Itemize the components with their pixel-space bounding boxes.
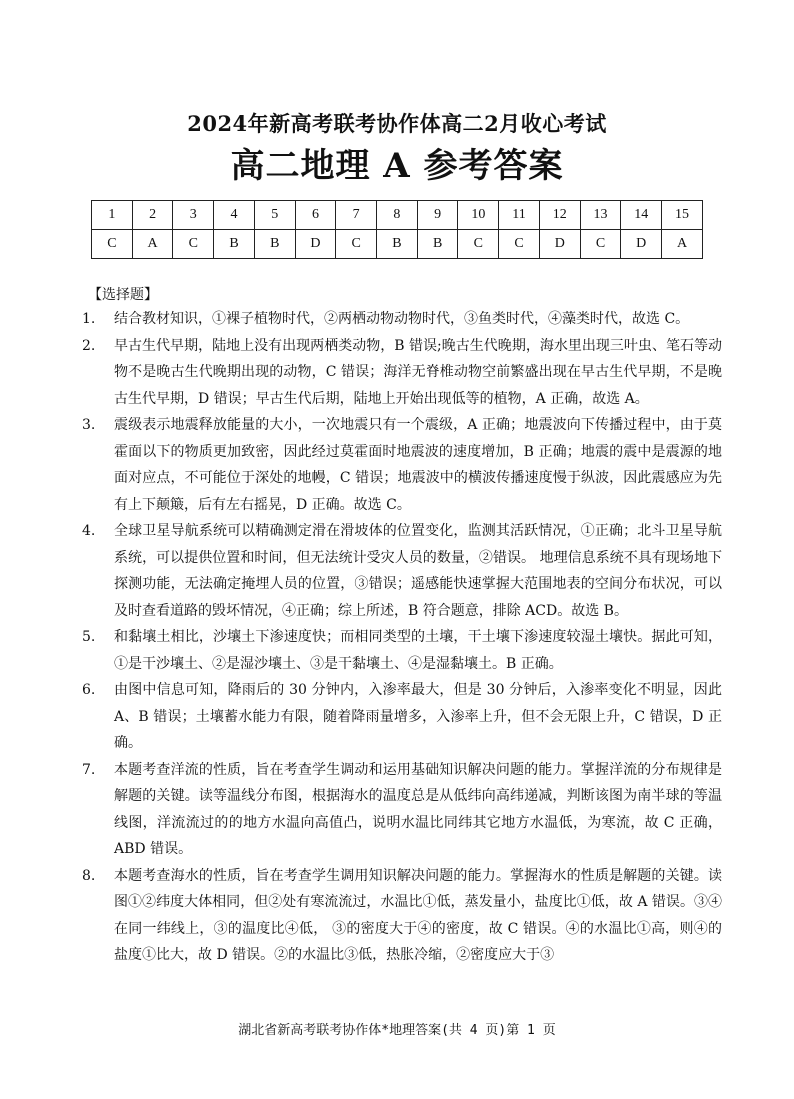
page-title: 2024年新高考联考协作体高二2月收心考试 [187,111,607,136]
question-number: 12 [539,201,580,230]
section-label: 【选择题】 [88,287,158,303]
explanation-number: 3. [82,417,96,433]
question-number: 15 [662,201,703,230]
answer-cell: C [580,230,621,259]
answer-cell: A [662,230,703,259]
answer-cell: C [92,230,133,259]
explanation-item [82,306,722,333]
question-number: 4 [214,201,255,230]
question-number: 5 [254,201,295,230]
explanation-number: 6. [82,682,96,698]
explanation-item [82,333,722,413]
explanation-text: 本题考查海水的性质，旨在考查学生调用知识解决问题的能力。掌握海水的性质是解题的关键。读图①②纬度大体相同，但②处有寒流流过，水温比①低，蒸发量小，盐度比①低，故 A 错误。③④在同一纬线上，③的温度比④低， ③的密度大于④的密度，故 C 错误。④的水温比①高，则④的盐度①比大，故 D 错误。②的水温比③低，热胀冷缩，②密度应大于③ [114,867,722,963]
answer-cell: A [132,230,173,259]
explanation-text: 结合教材知识，①裸子植物时代，②两栖动物动物时代，③鱼类时代，④藻类时代，故选 C。 [114,311,690,327]
answer-cell: C [173,230,214,259]
explanation-item [82,518,722,624]
explanation-text: 由图中信息可知，降雨后的 30 分钟内，入渗率最大，但是 30 分钟后，入渗率变化不明显，因此 A、B 错误；土壤蓄水能力有限，随着降雨量增多，入渗率上升，但不会无限上升，C 错误，D 正确。 [114,682,722,751]
question-number: 3 [173,201,214,230]
explanation-number: 4. [82,523,96,539]
answer-cell: D [539,230,580,259]
answer-table [91,200,703,259]
answer-row [92,230,703,259]
answer-cell: D [621,230,662,259]
explanation-item [82,412,722,518]
explanation-text: 全球卫星导航系统可以精确测定滑在滑坡体的位置变化，监测其活跃情况，①正确；北斗卫星导航系统，可以提供位置和时间，但无法统计受灾人员的数量，②错误。 地理信息系统不具有现场地下探测功能，无法确定掩埋人员的位置，③错误；遥感能快速掌握大范围地表的空间分布状况，可以及时查看道路的毁坏情况，④正确；综上所述，B 符合题意，排除 ACD。故选 B。 [114,523,722,619]
question-number: 11 [499,201,540,230]
explanation-list [82,306,722,969]
question-number: 8 [377,201,418,230]
question-number: 1 [92,201,133,230]
question-number: 6 [295,201,336,230]
answer-cell: C [458,230,499,259]
explanation-text: 和黏壤土相比，沙壤土下渗速度快；而相同类型的土壤，干土壤下渗速度较湿土壤快。据此可知，①是干沙壤土、②是湿沙壤土、③是干黏壤土、④是湿黏壤土。B 正确。 [114,629,722,672]
explanation-text: 震级表示地震释放能量的大小，一次地震只有一个震级，A 正确；地震波向下传播过程中，由于莫霍面以下的物质更加致密，因此经过莫霍面时地震波的速度增加，B 正确；地震的震中是震源的地面对应点，不可能位于深处的地幔，C 错误；地震波中的横波传播速度慢于纵波，因此震感应为先有上下颠簸，后有左右摇晃，D 正确。故选 C。 [114,417,722,513]
answer-cell: B [377,230,418,259]
explanation-item [82,757,722,863]
explanation-item [82,624,722,677]
answer-cell: D [295,230,336,259]
explanation-text: 本题考查洋流的性质，旨在考查学生调动和运用基础知识解决问题的能力。掌握洋流的分布规律是解题的关键。读等温线分布图，根据海水的温度总是从低纬向高纬递减，判断该图为南半球的等温线图，洋流流过的的地方水温向高值凸，说明水温比同纬其它地方水温低，为寒流，故 C 正确，ABD 错误。 [114,761,722,857]
question-number: 9 [417,201,458,230]
question-number: 10 [458,201,499,230]
question-number: 2 [132,201,173,230]
explanation-number: 2. [82,337,96,354]
answer-key-title: 高二地理 A 参考答案 [230,146,564,186]
question-number: 13 [580,201,621,230]
answer-cell: C [336,230,377,259]
explanation-number: 7. [82,761,96,778]
question-number: 7 [336,201,377,230]
question-number: 14 [621,201,662,230]
explanation-number: 8. [82,867,96,884]
answer-cell: C [499,230,540,259]
page-footer: 湖北省新高考联考协作体*地理答案(共 4 页)第 1 页 [238,1023,556,1038]
answer-cell: B [417,230,458,259]
explanation-item [82,677,722,757]
explanation-number: 5. [82,629,96,645]
answer-cell: B [214,230,255,259]
explanation-text: 早古生代早期，陆地上没有出现两栖类动物，B 错误;晚古生代晚期，海水里出现三叶虫、笔石等动物不是晚古生代晚期出现的动物，C 错误；海洋无脊椎动物空前繁盛出现在早古生代早期，不是晚古生代早期，D 错误；早古生代后期，陆地上开始出现低等的植物，A 正确，故选 A。 [114,337,722,407]
explanation-item [82,863,722,969]
explanation-number: 1. [82,311,96,327]
answer-cell: B [254,230,295,259]
question-number-row [92,201,703,230]
